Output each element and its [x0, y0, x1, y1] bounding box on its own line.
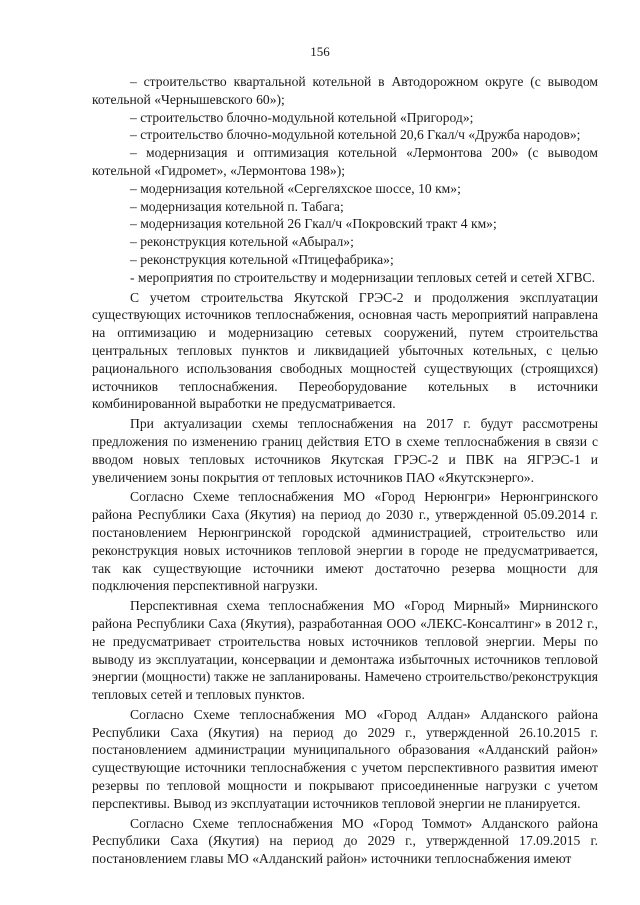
- document-body: [92, 73, 598, 868]
- list-item: – строительство блочно-модульной котельной 20,6 Гкал/ч «Дружба народов»;: [130, 127, 581, 143]
- page-number: 156: [310, 44, 330, 59]
- list-item: – модернизация котельной 26 Гкал/ч «Покровский тракт 4 км»;: [130, 216, 497, 232]
- list-item: – строительство блочно-модульной котельной «Пригород»;: [130, 109, 474, 125]
- list-item: – реконструкция котельной «Птицефабрика»;: [130, 251, 394, 267]
- paragraph: Согласно Схеме теплоснабжения МО «Город Томмот» Алданского района Республики Саха (Якутия) на период до 2029 г., утвержденной 17.09.2015 г. постановлением главы МО «Алданский район» источники теплоснабжения имеют: [92, 815, 598, 867]
- paragraph: При актуализации схемы теплоснабжения на 2017 г. будут рассмотрены предложения по изменению границ действия ЕТО в схеме теплоснабжения в связи с вводом новых тепловых источников Якутская ГРЭС-2 и ПВК на ЯГРЭС-1 и увеличением зоны покрытия от тепловых источников ПАО «Якутскэнерго».: [92, 416, 598, 485]
- paragraph: Согласно Схеме теплоснабжения МО «Город Нерюнгри» Нерюнгринского района Республики Саха (Якутия) на период до 2030 г., утвержденной 05.09.2014 г. постановлением Нерюнгринской городской администрацией, строительство или реконструкция новых источников тепловой энергии в городе не предусматривается, так как существующие источники имеют достаточно резерва мощности для подключения перспективной нагрузки.: [92, 489, 598, 594]
- list-item: – модернизация и оптимизация котельной «Лермонтова 200» (с выводом котельной «Гидромет», «Лермонтова 198»);: [92, 145, 598, 178]
- list-item: – модернизация котельной «Сергеляхское шоссе, 10 км»;: [130, 180, 461, 196]
- paragraph: Согласно Схеме теплоснабжения МО «Город Алдан» Алданского района Республики Саха (Якутия) на период до 2029 г., утвержденной 26.10.2015 г. постановлением администрации муниципального образования «Алданский район» существующие источники теплоснабжения с учетом перспективного развития имеют резервы по тепловой мощности и покрывают присоединенные нагрузки с учетом перспективы. Вывод из эксплуатации источников тепловой энергии не планируется.: [92, 706, 598, 811]
- list-item: – модернизация котельной п. Табага;: [130, 198, 344, 214]
- list-item: – реконструкция котельной «Абырал»;: [130, 234, 354, 250]
- list-item: – строительство квартальной котельной в Автодорожном округе (с выводом котельной «Чернышевского 60»);: [92, 74, 598, 107]
- list-item: - мероприятия по строительству и модернизации тепловых сетей и сетей ХГВС.: [130, 269, 596, 285]
- paragraph: Перспективная схема теплоснабжения МО «Город Мирный» Мирнинского района Республики Саха (Якутия), разработанная ООО «ЛЕКС-Консалтинг» в 2012 г., не предусматривает строительства новых источников тепловой энергии. Меры по выводу из эксплуатации, консервации и демонтажа избыточных источников тепловой энергии (мощности) также не запланированы. Намечено строительство/реконструкция тепловых сетей и тепловых пунктов.: [92, 598, 598, 703]
- paragraph: С учетом строительства Якутской ГРЭС-2 и продолжения эксплуатации существующих источников теплоснабжения, основная часть мероприятий направлена на оптимизацию и модернизацию сетевых сооружений, путем строительства центральных тепловых пунктов и ликвидацией убыточных котельных, с целью рационального использования свободных мощностей существующих (строящихся) источников теплоснабжения. Переоборудование котельных в источники комбинированной выработки не предусматривается.: [92, 289, 598, 412]
